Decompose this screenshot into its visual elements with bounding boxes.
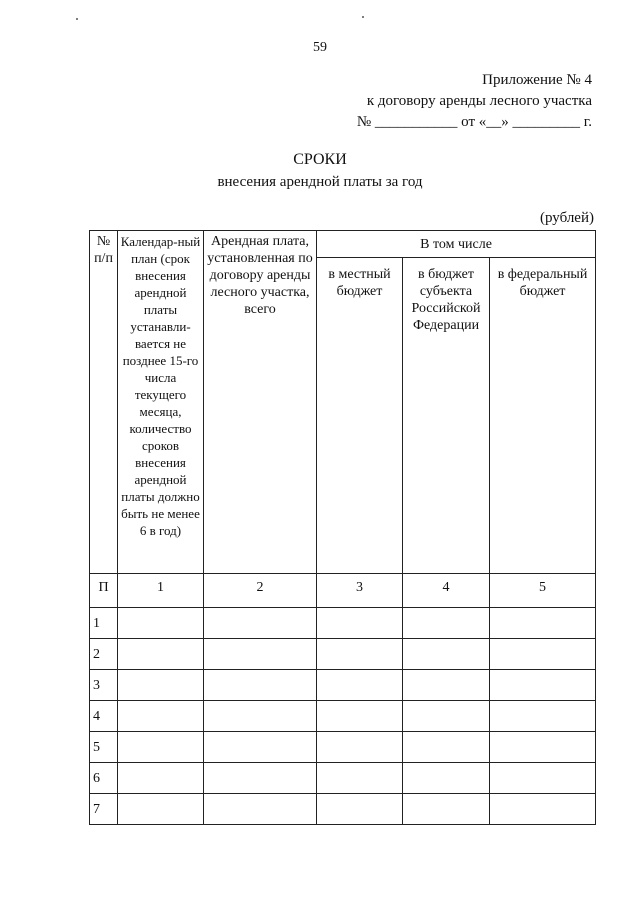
row-number: 1 <box>90 608 118 639</box>
table-cell <box>317 732 403 763</box>
appendix-label: Приложение № 4 <box>482 72 592 88</box>
table-cell <box>204 608 317 639</box>
document-subtitle: внесения арендной платы за год <box>217 174 423 190</box>
table-cell <box>490 608 596 639</box>
table-cell <box>118 763 204 794</box>
table-cell <box>317 608 403 639</box>
table-cell <box>403 794 490 825</box>
table-cell <box>118 670 204 701</box>
table-cell <box>204 701 317 732</box>
header-regional-budget: в бюджет субъекта Российской Федерации <box>403 258 490 574</box>
scan-speck <box>362 16 364 18</box>
header-local-budget: в местный бюджет <box>317 258 403 574</box>
column-number: 1 <box>118 574 204 608</box>
table-cell <box>118 794 204 825</box>
table-row <box>90 670 596 701</box>
table-row <box>90 701 596 732</box>
header-num: № п/п <box>90 231 118 574</box>
table-row <box>90 763 596 794</box>
table-row <box>90 639 596 670</box>
table-cell <box>118 732 204 763</box>
table-cell <box>204 794 317 825</box>
table-cell <box>204 639 317 670</box>
table-row <box>90 732 596 763</box>
table-cell <box>204 763 317 794</box>
row-number: 3 <box>90 670 118 701</box>
table-cell <box>490 670 596 701</box>
table-cell <box>204 670 317 701</box>
contract-number-line: № ___________ от «__» _________ г. <box>356 114 592 130</box>
header-calendar-plan: Календар-ный план (срок внесения арендной платы устанавли-вается не позднее 15-го числа текущего месяца, количество сроков внесения арендной платы должно быть не менее 6 в год) <box>118 231 204 574</box>
units-label: (рублей) <box>539 210 594 226</box>
table-cell <box>317 701 403 732</box>
table-cell <box>118 701 204 732</box>
table-row <box>90 608 596 639</box>
page-number: 59 <box>313 40 327 55</box>
column-number: П <box>90 574 118 608</box>
table-cell <box>490 639 596 670</box>
header-rent-total: Арендная плата, установленная по договору аренды лесного участка, всего <box>204 231 317 574</box>
header-federal-budget: в федеральный бюджет <box>490 258 596 574</box>
table-cell <box>403 763 490 794</box>
header-row <box>90 231 596 258</box>
table-cell <box>490 732 596 763</box>
table-cell <box>403 732 490 763</box>
table-cell <box>317 794 403 825</box>
table-row <box>90 794 596 825</box>
table-cell <box>317 670 403 701</box>
column-number: 3 <box>317 574 403 608</box>
row-number: 2 <box>90 639 118 670</box>
row-number: 5 <box>90 732 118 763</box>
table-cell <box>403 639 490 670</box>
table-cell <box>490 701 596 732</box>
header-including: В том числе <box>317 231 596 258</box>
table-cell <box>403 701 490 732</box>
table-cell <box>118 608 204 639</box>
table-cell <box>403 670 490 701</box>
row-number: 4 <box>90 701 118 732</box>
scan-speck <box>76 18 78 20</box>
column-number: 4 <box>403 574 490 608</box>
table-cell <box>317 639 403 670</box>
column-number: 2 <box>204 574 317 608</box>
table-cell <box>490 763 596 794</box>
appendix-reference: к договору аренды лесного участка <box>366 93 592 109</box>
table-cell <box>118 639 204 670</box>
table-cell <box>490 794 596 825</box>
row-number: 6 <box>90 763 118 794</box>
document-title: СРОКИ <box>293 151 347 168</box>
payment-schedule-table <box>89 230 596 825</box>
row-number: 7 <box>90 794 118 825</box>
table-cell <box>204 732 317 763</box>
column-number: 5 <box>490 574 596 608</box>
table-cell <box>403 608 490 639</box>
table-cell <box>317 763 403 794</box>
column-numbers-row <box>90 574 596 608</box>
